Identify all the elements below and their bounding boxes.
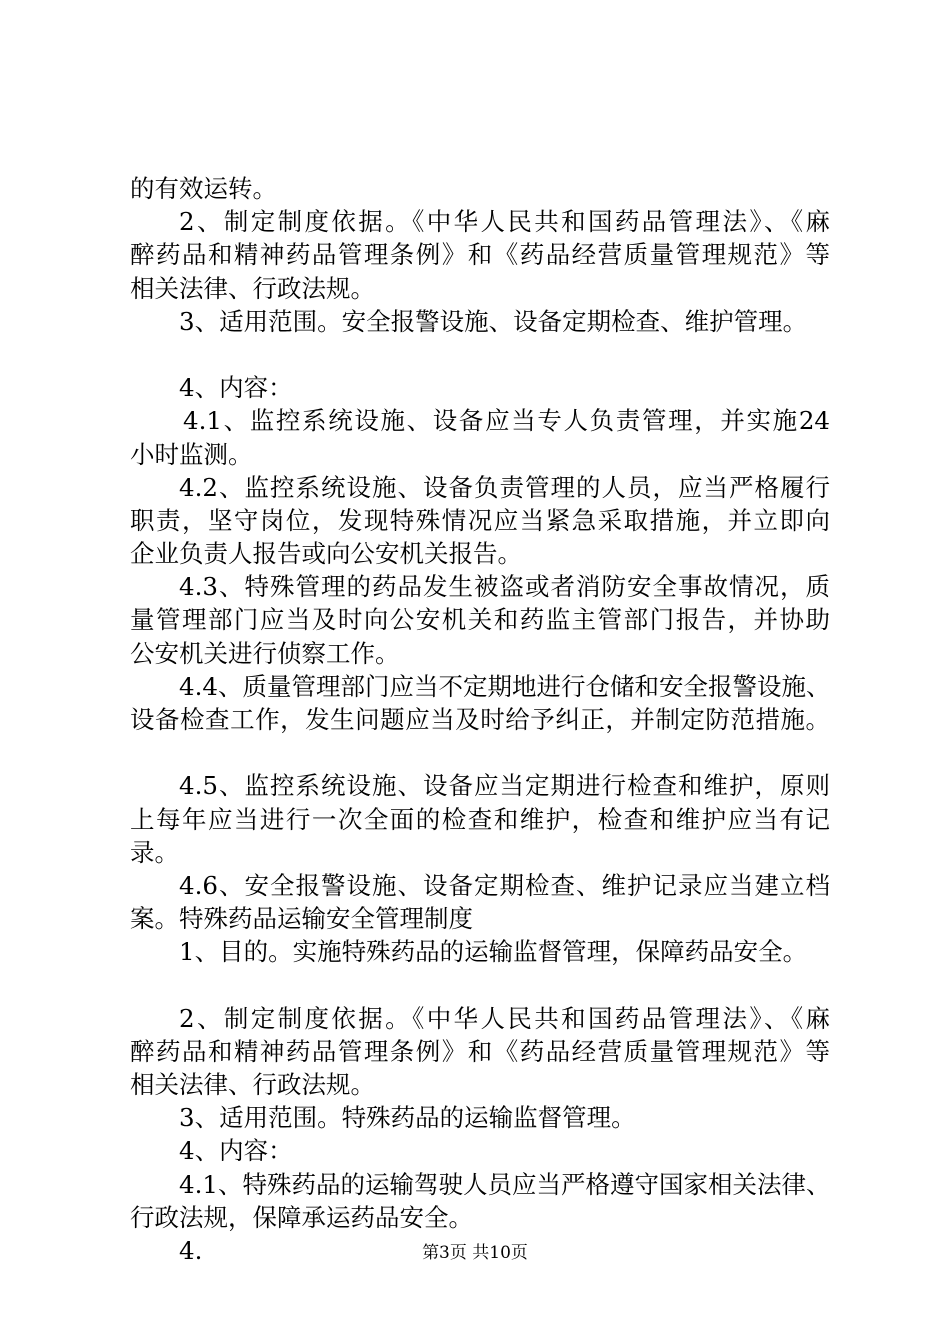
blank-line: [130, 969, 830, 1002]
text-line: 公安机关进行侦察工作。: [130, 638, 400, 668]
text-line: 醉药品和精神药品管理条例》和《药品经营质量管理规范》等: [130, 1036, 830, 1066]
text-line: 4、内容：: [179, 373, 293, 403]
text-line: 醉药品和精神药品管理条例》和《药品经营质量管理规范》等: [130, 240, 830, 270]
text-line: 2、制定制度依据。《中华人民共和国药品管理法》、《麻: [179, 207, 830, 237]
text-line: 4.5、监控系统设施、设备应当定期进行检查和维护，原则: [179, 771, 830, 801]
text-line: 上每年应当进行一次全面的检查和维护，检查和维护应当有记: [130, 804, 830, 834]
text-line: 相关法律、行政法规。: [130, 1070, 375, 1100]
text-line: 1、目的。实施特殊药品的运输监督管理，保障药品安全。: [179, 937, 808, 967]
text-line: 2、制定制度依据。《中华人民共和国药品管理法》、《麻: [179, 1003, 830, 1033]
page-number-footer: 第3页 共10页: [422, 1243, 528, 1263]
text-line: 4.2、监控系统设施、设备负责管理的人员，应当严格履行: [179, 472, 830, 502]
text-line: 4.4、质量管理部门应当不定期地进行仓储和安全报警设施、: [179, 671, 831, 701]
text-line: 量管理部门应当及时向公安机关和药监主管部门报告，并协助: [130, 605, 830, 635]
blank-line: [130, 736, 830, 769]
text-line: 4.1、特殊药品的运输驾驶人员应当严格遵守国家相关法律、: [179, 1169, 831, 1199]
text-line: 职责，坚守岗位，发现特殊情况应当紧急采取措施，并立即向: [130, 505, 830, 535]
text-line: 案。特殊药品运输安全管理制度: [130, 904, 473, 934]
text-line: 4.6、安全报警设施、设备定期检查、维护记录应当建立档: [179, 870, 830, 900]
text-line: 录。: [130, 837, 179, 867]
text-line: 的有效运转。: [130, 174, 277, 203]
text-line: 企业负责人报告或向公安机关报告。: [130, 539, 522, 569]
text-line: 3、适用范围。特殊药品的运输监督管理。: [179, 1103, 636, 1133]
text-line: 3、适用范围。安全报警设施、设备定期检查、维护管理。: [179, 306, 808, 336]
text-line: 4.: [179, 1236, 203, 1265]
text-line: 4、内容：: [179, 1136, 293, 1166]
text-line: 相关法律、行政法规。: [130, 273, 375, 303]
text-line: 4.3、特殊管理的药品发生被盗或者消防安全事故情况，质: [179, 572, 830, 602]
blank-line: [130, 338, 830, 371]
text-line: 4.1、监控系统设施、设备应当专人负责管理，并实施24: [183, 406, 830, 436]
text-line: 小时监测。: [130, 439, 253, 469]
document-body: [130, 172, 830, 1267]
text-line: 设备检查工作，发生问题应当及时给予纠正，并制定防范措施。: [130, 705, 830, 734]
text-line: 行政法规，保障承运药品安全。: [130, 1202, 473, 1232]
